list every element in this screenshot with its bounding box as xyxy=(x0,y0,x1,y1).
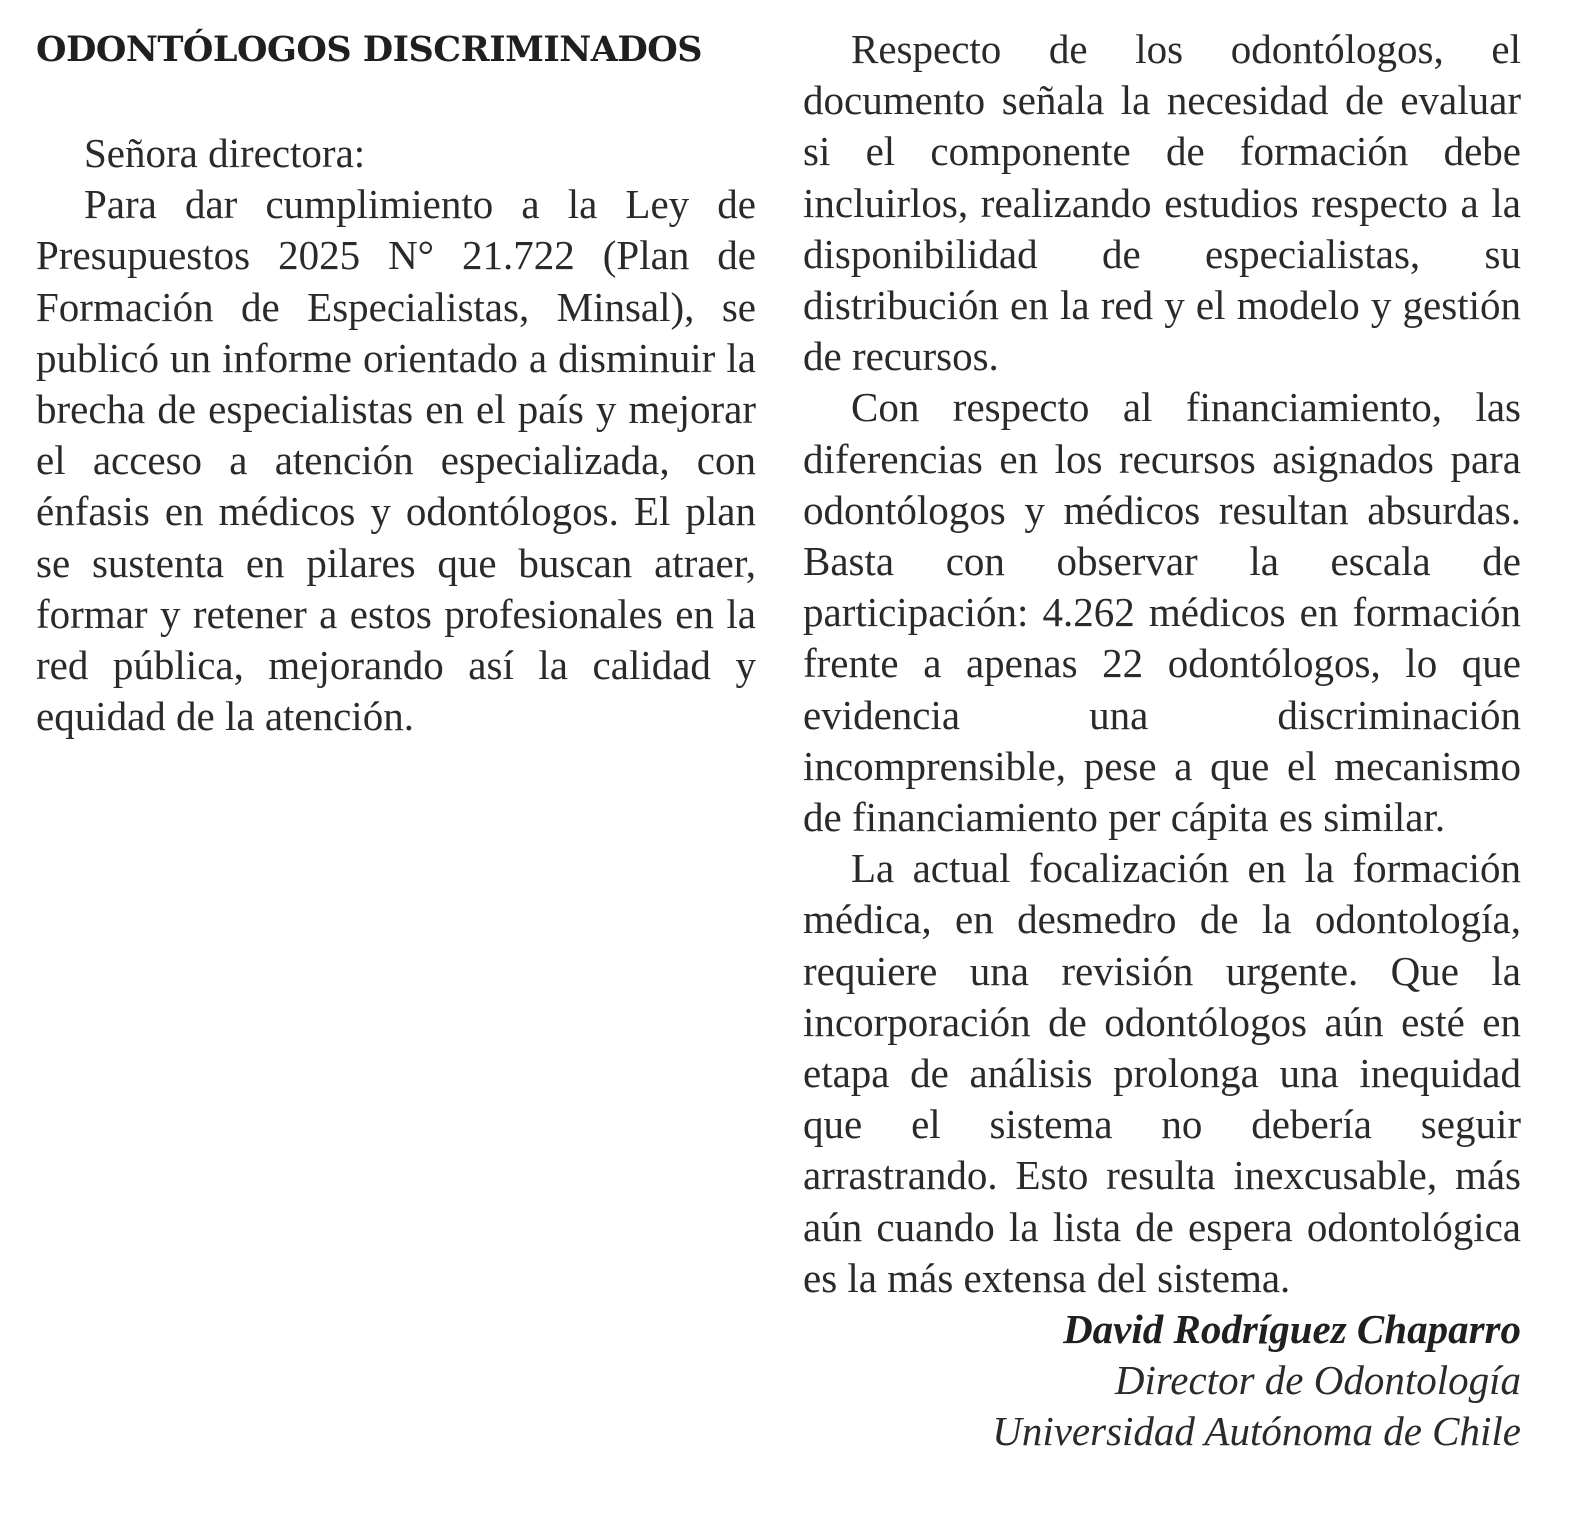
salutation: Señora directora: xyxy=(84,130,366,176)
letter-headline: ODONTÓLOGOS DISCRIMINADOS xyxy=(36,29,702,70)
signature-institution: Universidad Autónoma de Chile xyxy=(992,1408,1521,1454)
paragraph-right-2: Con respecto al financiamiento, las diferencias en los recursos asignados para odontólogos y médicos resultan absurdas. Basta con observar la escala de participación: 4.262 médicos en formación frente a apenas 22 odontólogos, lo que evidencia una discriminación incomprensible, pese a que el mecanismo de financiamiento per cápita es similar. xyxy=(803,384,1521,841)
paragraph-right-1: Respecto de los odontólogos, el documento señala la necesidad de evaluar si el componente de formación debe incluirlos, realizando estudios respecto a la disponibilidad de especialistas, su distribución en la red y el modelo y gestión de recursos. xyxy=(803,26,1521,380)
signature-title: Director de Odontología xyxy=(1114,1357,1521,1403)
right-column xyxy=(803,24,1521,1304)
paragraph-left-1: Para dar cumplimiento a la Ley de Presupuestos 2025 N° 21.722 (Plan de Formación de Especialistas, Minsal), se publicó un informe orientado a disminuir la brecha de especialistas en el país y mejorar el acceso a atención especializada, con énfasis en médicos y odontólogos. El plan se sustenta en pilares que buscan atraer, formar y retener a estos profesionales en la red pública, mejorando así la calidad y equidad de la atención. xyxy=(36,181,756,740)
right-body xyxy=(803,24,1521,1304)
left-column xyxy=(36,24,756,742)
left-body xyxy=(36,128,756,742)
signature-block xyxy=(992,1304,1521,1457)
signature-name: David Rodríguez Chaparro xyxy=(1063,1306,1521,1352)
paragraph-right-3: La actual focalización en la formación médica, en desmedro de la odontología, requiere una revisión urgente. Que la incorporación de odontólogos aún esté en etapa de análisis prolonga una inequidad que el sistema no debería seguir arrastrando. Esto resulta inexcusable, más aún cuando la lista de espera odontológica es la más extensa del sistema. xyxy=(803,845,1521,1301)
